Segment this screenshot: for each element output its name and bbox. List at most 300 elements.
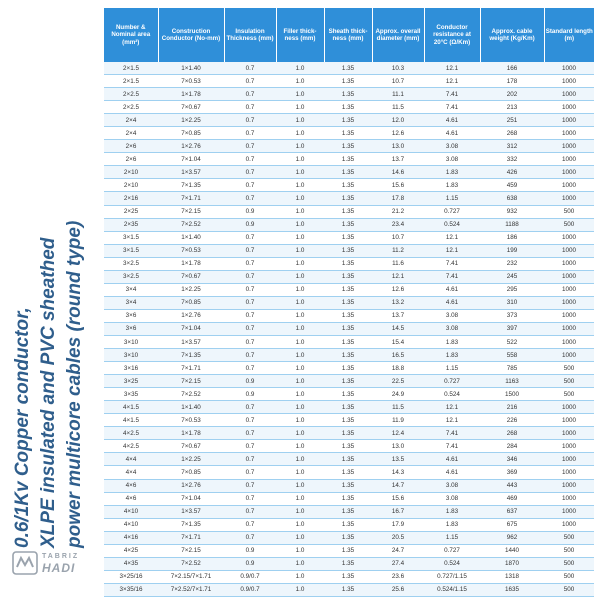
table-cell: 7×0.85: [158, 127, 224, 140]
table-cell: 1000: [544, 270, 594, 283]
table-row: [104, 414, 594, 427]
table-cell: 14.3: [372, 466, 424, 479]
table-cell: 7×1.35: [158, 179, 224, 192]
tabriz-hadi-logo-icon: [12, 551, 38, 575]
table-cell: 0.7: [224, 492, 276, 505]
table-row: [104, 244, 594, 257]
table-row: [104, 192, 594, 205]
table-cell: 1.0: [276, 153, 324, 166]
table-row: [104, 518, 594, 531]
table-cell: 4×10: [104, 518, 158, 531]
brand-name-bottom: HADI: [42, 561, 76, 575]
table-cell: 1.35: [324, 375, 372, 388]
table-cell: 13.7: [372, 309, 424, 322]
table-cell: 186: [480, 231, 544, 244]
table-cell: 1.35: [324, 101, 372, 114]
table-row: [104, 75, 594, 88]
table-cell: 12.1: [424, 414, 480, 427]
table-cell: 1000: [544, 427, 594, 440]
table-cell: 2×2.5: [104, 101, 158, 114]
table-cell: 1000: [544, 88, 594, 101]
table-cell: 1000: [544, 192, 594, 205]
table-cell: 1635: [480, 583, 544, 596]
table-cell: 0.727/1.15: [424, 570, 480, 583]
table-cell: 1.0: [276, 518, 324, 531]
table-cell: 0.7: [224, 505, 276, 518]
table-row: [104, 153, 594, 166]
table-cell: 1.0: [276, 583, 324, 596]
table-cell: 2×25: [104, 205, 158, 218]
table-cell: 1.35: [324, 166, 372, 179]
table-cell: 24.9: [372, 388, 424, 401]
table-cell: 1000: [544, 296, 594, 309]
table-row: [104, 362, 594, 375]
table-row: [104, 401, 594, 414]
table-cell: 1×3.57: [158, 505, 224, 518]
table-cell: 1.35: [324, 414, 372, 427]
table-cell: 500: [544, 531, 594, 544]
table-cell: 7×2.15: [158, 375, 224, 388]
table-cell: 7×0.53: [158, 75, 224, 88]
table-cell: 1500: [480, 388, 544, 401]
table-cell: 500: [544, 375, 594, 388]
table-cell: 13.7: [372, 153, 424, 166]
table-cell: 3×2.5: [104, 270, 158, 283]
table-cell: 23.4: [372, 218, 424, 231]
table-cell: 1.35: [324, 231, 372, 244]
table-cell: 3×25/16: [104, 570, 158, 583]
table-cell: 1.35: [324, 440, 372, 453]
table-cell: 7.41: [424, 88, 480, 101]
table-cell: 0.7: [224, 257, 276, 270]
table-cell: 3.08: [424, 479, 480, 492]
table-cell: 1000: [544, 505, 594, 518]
table-cell: 13.5: [372, 453, 424, 466]
table-cell: 24.7: [372, 544, 424, 557]
table-cell: 1.35: [324, 283, 372, 296]
table-cell: 1.35: [324, 349, 372, 362]
table-cell: 2×16: [104, 192, 158, 205]
table-cell: 1.35: [324, 75, 372, 88]
table-cell: 245: [480, 270, 544, 283]
table-cell: 1.35: [324, 401, 372, 414]
table-cell: 23.6: [372, 570, 424, 583]
table-cell: 1.35: [324, 388, 372, 401]
table-cell: 1000: [544, 179, 594, 192]
table-row: [104, 466, 594, 479]
table-cell: 500: [544, 570, 594, 583]
table-cell: 3×1.5: [104, 244, 158, 257]
table-cell: 284: [480, 440, 544, 453]
table-cell: 426: [480, 166, 544, 179]
table-cell: 1.0: [276, 296, 324, 309]
table-cell: 1.15: [424, 362, 480, 375]
table-cell: 3×10: [104, 349, 158, 362]
table-cell: 11.1: [372, 88, 424, 101]
table-cell: 12.1: [372, 270, 424, 283]
table-row: [104, 427, 594, 440]
table-cell: 1000: [544, 231, 594, 244]
table-header-row: [104, 8, 594, 62]
brand-logo: [12, 548, 94, 584]
table-cell: 22.5: [372, 375, 424, 388]
table-cell: 12.0: [372, 114, 424, 127]
table-cell: 0.7: [224, 179, 276, 192]
table-cell: 11.9: [372, 414, 424, 427]
table-cell: 1.0: [276, 453, 324, 466]
table-cell: 1.0: [276, 440, 324, 453]
table-cell: 7.41: [424, 101, 480, 114]
table-cell: 0.524: [424, 557, 480, 570]
table-cell: 268: [480, 427, 544, 440]
table-cell: 2×10: [104, 179, 158, 192]
table-cell: 0.7: [224, 114, 276, 127]
table-cell: 17.9: [372, 518, 424, 531]
table-cell: 3.08: [424, 140, 480, 153]
table-row: [104, 505, 594, 518]
column-header: Approx. cable weight (Kg/Km): [480, 8, 544, 62]
table-cell: 1.0: [276, 375, 324, 388]
table-cell: 0.7: [224, 296, 276, 309]
table-cell: 500: [544, 218, 594, 231]
table-cell: 3×2.5: [104, 257, 158, 270]
table-cell: 1.0: [276, 179, 324, 192]
table-cell: 332: [480, 153, 544, 166]
table-cell: 14.6: [372, 166, 424, 179]
table-cell: 675: [480, 518, 544, 531]
table-cell: 1.35: [324, 518, 372, 531]
table-cell: 3×4: [104, 283, 158, 296]
column-header: Conductor resistance at 20°C (Ω/Km): [424, 8, 480, 62]
table-cell: 1.0: [276, 218, 324, 231]
table-cell: 1.35: [324, 127, 372, 140]
table-cell: 459: [480, 179, 544, 192]
table-cell: 1.15: [424, 192, 480, 205]
table-cell: 0.7: [224, 466, 276, 479]
table-cell: 10.3: [372, 62, 424, 75]
cable-spec-table: [104, 8, 594, 597]
table-row: [104, 322, 594, 335]
table-cell: 1×1.78: [158, 257, 224, 270]
table-cell: 932: [480, 205, 544, 218]
table-cell: 2×10: [104, 166, 158, 179]
table-cell: 1.0: [276, 401, 324, 414]
table-cell: 0.7: [224, 283, 276, 296]
table-cell: 4×2.5: [104, 427, 158, 440]
table-cell: 7×1.71: [158, 192, 224, 205]
table-row: [104, 283, 594, 296]
table-cell: 1.35: [324, 362, 372, 375]
table-cell: 268: [480, 127, 544, 140]
table-cell: 4×16: [104, 531, 158, 544]
table-cell: 1.35: [324, 544, 372, 557]
table-cell: 0.9/0.7: [224, 583, 276, 596]
table-cell: 7×2.15: [158, 544, 224, 557]
table-row: [104, 440, 594, 453]
table-cell: 1000: [544, 440, 594, 453]
table-cell: 166: [480, 62, 544, 75]
title-line-1: 0.6/1Kv Copper conductor,: [12, 307, 33, 548]
table-cell: 12.1: [424, 231, 480, 244]
table-cell: 7×1.04: [158, 322, 224, 335]
table-cell: 1.0: [276, 166, 324, 179]
table-cell: 1000: [544, 127, 594, 140]
table-cell: 1.35: [324, 179, 372, 192]
table-cell: 0.7: [224, 531, 276, 544]
table-cell: 1.0: [276, 205, 324, 218]
table-cell: 7×1.71: [158, 531, 224, 544]
table-cell: 1000: [544, 101, 594, 114]
table-cell: 1000: [544, 518, 594, 531]
table-cell: 443: [480, 479, 544, 492]
table-cell: 10.7: [372, 75, 424, 88]
table-row: [104, 388, 594, 401]
table-cell: 7×0.67: [158, 440, 224, 453]
table-cell: 1.0: [276, 270, 324, 283]
table-cell: 4.61: [424, 283, 480, 296]
column-header: Number & Nominal area (mm²): [104, 8, 158, 62]
table-cell: 0.727: [424, 375, 480, 388]
table-cell: 0.7: [224, 453, 276, 466]
table-cell: 3×6: [104, 322, 158, 335]
table-cell: 1.35: [324, 296, 372, 309]
table-cell: 0.727: [424, 544, 480, 557]
table-cell: 3×1.5: [104, 231, 158, 244]
table-cell: 0.7: [224, 401, 276, 414]
table-cell: 0.7: [224, 62, 276, 75]
table-cell: 12.6: [372, 127, 424, 140]
table-cell: 0.9/0.7: [224, 570, 276, 583]
table-cell: 1×2.25: [158, 453, 224, 466]
table-cell: 4×4: [104, 453, 158, 466]
table-cell: 4.61: [424, 466, 480, 479]
table-cell: 7.41: [424, 427, 480, 440]
table-cell: 1000: [544, 114, 594, 127]
table-cell: 2×35: [104, 218, 158, 231]
table-cell: 1.0: [276, 335, 324, 348]
table-cell: 1000: [544, 453, 594, 466]
table-row: [104, 218, 594, 231]
table-cell: 2×1.5: [104, 75, 158, 88]
table-cell: 14.5: [372, 322, 424, 335]
table-cell: 4×6: [104, 479, 158, 492]
table-cell: 1000: [544, 257, 594, 270]
table-cell: 7×2.52: [158, 557, 224, 570]
table-row: [104, 479, 594, 492]
table-cell: 3×4: [104, 296, 158, 309]
table-cell: 3×25: [104, 375, 158, 388]
table-cell: 0.7: [224, 127, 276, 140]
table-cell: 7×0.67: [158, 270, 224, 283]
table-cell: 7×2.52/7×1.71: [158, 583, 224, 596]
table-cell: 1.0: [276, 544, 324, 557]
table-cell: 1×2.25: [158, 114, 224, 127]
table-row: [104, 349, 594, 362]
table-cell: 7.41: [424, 257, 480, 270]
table-cell: 16.5: [372, 349, 424, 362]
table-cell: 312: [480, 140, 544, 153]
table-cell: 1.15: [424, 531, 480, 544]
table-cell: 2×4: [104, 114, 158, 127]
table-cell: 1.0: [276, 257, 324, 270]
table-row: [104, 179, 594, 192]
table-cell: 1.35: [324, 309, 372, 322]
table-cell: 15.4: [372, 335, 424, 348]
table-cell: 7×1.04: [158, 153, 224, 166]
table-cell: 11.6: [372, 257, 424, 270]
table-cell: 0.7: [224, 309, 276, 322]
table-row: [104, 296, 594, 309]
table-cell: 1000: [544, 466, 594, 479]
table-cell: 1000: [544, 322, 594, 335]
table-cell: 4×2.5: [104, 440, 158, 453]
table-cell: 12.6: [372, 283, 424, 296]
table-cell: 3.08: [424, 309, 480, 322]
table-cell: 202: [480, 88, 544, 101]
table-cell: 1000: [544, 75, 594, 88]
table-cell: 7×1.35: [158, 518, 224, 531]
table-cell: 1318: [480, 570, 544, 583]
table-cell: 1000: [544, 140, 594, 153]
table-cell: 4.61: [424, 453, 480, 466]
table-cell: 0.7: [224, 101, 276, 114]
table-cell: 1440: [480, 544, 544, 557]
table-cell: 1000: [544, 62, 594, 75]
column-header: Filler thick-ness (mm): [276, 8, 324, 62]
table-cell: 4×1.5: [104, 401, 158, 414]
table-row: [104, 127, 594, 140]
table-cell: 0.7: [224, 518, 276, 531]
table-body: [104, 62, 594, 596]
table-cell: 12.4: [372, 427, 424, 440]
table-cell: 785: [480, 362, 544, 375]
table-cell: 3×35: [104, 388, 158, 401]
table-cell: 213: [480, 101, 544, 114]
table-cell: 295: [480, 283, 544, 296]
table-cell: 17.8: [372, 192, 424, 205]
table-cell: 4.61: [424, 127, 480, 140]
table-cell: 1000: [544, 414, 594, 427]
table-row: [104, 570, 594, 583]
table-cell: 1.0: [276, 322, 324, 335]
table-cell: 4×1.5: [104, 414, 158, 427]
table-cell: 13.2: [372, 296, 424, 309]
table-cell: 0.7: [224, 440, 276, 453]
table-cell: 0.9: [224, 375, 276, 388]
table-cell: 500: [544, 583, 594, 596]
table-row: [104, 531, 594, 544]
table-cell: 638: [480, 192, 544, 205]
table-cell: 0.727: [424, 205, 480, 218]
table-cell: 25.6: [372, 583, 424, 596]
table-cell: 1000: [544, 335, 594, 348]
table-cell: 1000: [544, 401, 594, 414]
table-cell: 1.35: [324, 492, 372, 505]
table-cell: 1000: [544, 309, 594, 322]
table-cell: 4×35: [104, 557, 158, 570]
table-cell: 1.35: [324, 505, 372, 518]
table-cell: 12.1: [424, 75, 480, 88]
table-cell: 0.7: [224, 244, 276, 257]
table-cell: 1.0: [276, 75, 324, 88]
title-line-2: XLPE insulated and PVC sheathed: [38, 237, 59, 548]
table-cell: 0.524: [424, 218, 480, 231]
table-cell: 7×1.35: [158, 349, 224, 362]
table-cell: 7×2.52: [158, 388, 224, 401]
table-cell: 1.0: [276, 283, 324, 296]
table-cell: 7×0.53: [158, 414, 224, 427]
table-cell: 1.0: [276, 557, 324, 570]
table-row: [104, 557, 594, 570]
table-cell: 1×2.25: [158, 283, 224, 296]
table-cell: 7×0.85: [158, 296, 224, 309]
table-cell: 232: [480, 257, 544, 270]
table-row: [104, 492, 594, 505]
table-cell: 1.0: [276, 101, 324, 114]
table-cell: 522: [480, 335, 544, 348]
table-cell: 500: [544, 362, 594, 375]
table-cell: 1.35: [324, 466, 372, 479]
table-cell: 1000: [544, 166, 594, 179]
table-cell: 0.7: [224, 192, 276, 205]
table-cell: 226: [480, 414, 544, 427]
table-cell: 11.5: [372, 401, 424, 414]
table-cell: 1×3.57: [158, 335, 224, 348]
table-cell: 3.08: [424, 492, 480, 505]
table-cell: 1.0: [276, 140, 324, 153]
table-cell: 1000: [544, 479, 594, 492]
table-cell: 12.1: [424, 401, 480, 414]
table-cell: 14.7: [372, 479, 424, 492]
table-cell: 346: [480, 453, 544, 466]
table-cell: 310: [480, 296, 544, 309]
table-cell: 0.7: [224, 322, 276, 335]
table-row: [104, 544, 594, 557]
rotated-title-svg: [6, 130, 92, 550]
table-cell: 0.7: [224, 231, 276, 244]
table-cell: 0.9: [224, 557, 276, 570]
table-cell: 1×1.78: [158, 88, 224, 101]
table-cell: 15.6: [372, 492, 424, 505]
table-cell: 7×0.85: [158, 466, 224, 479]
table-cell: 1.0: [276, 88, 324, 101]
table-cell: 1.35: [324, 570, 372, 583]
table-cell: 1.83: [424, 335, 480, 348]
table-cell: 1.0: [276, 62, 324, 75]
table-cell: 0.7: [224, 362, 276, 375]
table-cell: 500: [544, 557, 594, 570]
table-cell: 500: [544, 544, 594, 557]
table-row: [104, 88, 594, 101]
table-cell: 178: [480, 75, 544, 88]
table-cell: 1.83: [424, 179, 480, 192]
table-cell: 21.2: [372, 205, 424, 218]
table-cell: 0.524: [424, 388, 480, 401]
table-cell: 199: [480, 244, 544, 257]
table-row: [104, 205, 594, 218]
table-cell: 7×0.53: [158, 244, 224, 257]
table-cell: 4.61: [424, 114, 480, 127]
table-row: [104, 114, 594, 127]
table-cell: 0.7: [224, 166, 276, 179]
table-cell: 0.9: [224, 544, 276, 557]
column-header: Standard length (m): [544, 8, 594, 62]
table-cell: 1.35: [324, 453, 372, 466]
title-line-3: power multicore cables (round type): [64, 220, 85, 548]
table-cell: 1.35: [324, 427, 372, 440]
table-cell: 1.0: [276, 114, 324, 127]
table-cell: 1.83: [424, 505, 480, 518]
